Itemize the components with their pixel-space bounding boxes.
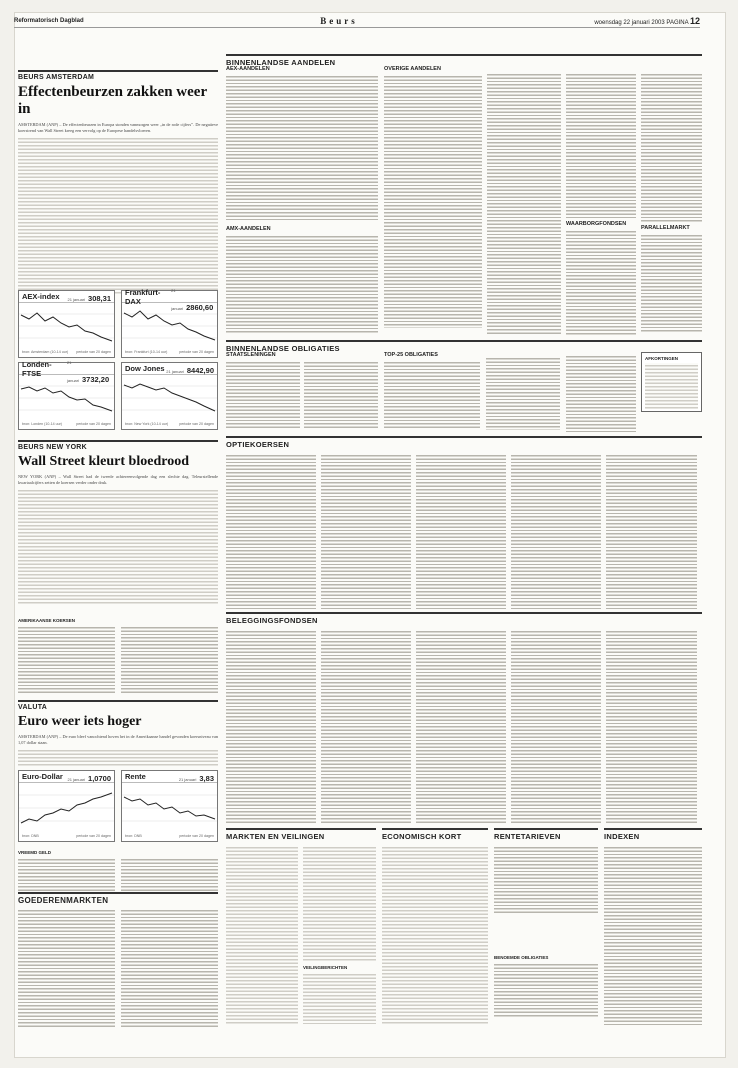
chart-period: periode van 20 dagen	[179, 350, 214, 354]
subsection-title: BENOEMDE OBLIGATIES	[494, 955, 549, 960]
table-title: WAARBORGFONDSEN	[566, 221, 627, 227]
chart-period: periode van 20 dagen	[76, 422, 111, 426]
aex-shares-rows	[226, 74, 378, 222]
overige-aandelen-table	[384, 66, 482, 328]
funds-rows-3	[416, 629, 506, 823]
quotes-table-right	[121, 625, 218, 695]
options-rows-2	[321, 453, 411, 609]
chart-date: 21 januari	[178, 776, 197, 782]
chart-date: 21 januari	[66, 359, 79, 383]
article-valuta	[18, 700, 218, 766]
section-heading: BINNENLANDSE OBLIGATIES	[226, 340, 702, 353]
chart-value: 1,0700	[88, 773, 111, 783]
amx-shares-rows	[226, 234, 378, 334]
box-title: AFKORTINGEN	[645, 356, 678, 361]
article-newyork	[18, 440, 218, 604]
bonds-side	[566, 352, 636, 432]
goederenmarkten	[18, 892, 218, 1028]
article-body-text	[18, 748, 218, 766]
chart-title: Rente	[125, 772, 146, 781]
economisch-kort	[382, 828, 488, 1025]
bonds-rows	[486, 356, 560, 430]
article-body-text	[18, 488, 218, 604]
section-heading: BELEGGINGSFONDSEN	[226, 612, 702, 625]
funds-rows-4	[511, 629, 601, 823]
section-heading: ECONOMISCH KORT	[382, 828, 488, 841]
page-label: PAGINA	[666, 19, 689, 26]
market-text-2	[303, 845, 376, 961]
table-title: AMERIKAANSE KOERSEN	[18, 618, 76, 623]
other-shares-rows-4	[641, 72, 702, 222]
staatsleningen-cont	[304, 352, 378, 430]
table-title: STAATSLENINGEN	[226, 352, 276, 358]
named-bonds-rows	[494, 962, 598, 1018]
chart-source: bron: DNB	[125, 834, 142, 838]
chart-value: 308,31	[88, 293, 111, 303]
rentetarieven	[494, 828, 598, 1018]
section-heading: GOEDERENMARKTEN	[18, 892, 218, 905]
article-amsterdam	[18, 70, 218, 294]
optiekoersen	[226, 436, 702, 609]
table-title: VREEMD GELD	[18, 850, 52, 855]
american-quotes	[18, 618, 218, 695]
table-title: OVERIGE AANDELEN	[384, 66, 441, 72]
table-title: AEX-AANDELEN	[226, 66, 270, 72]
article-lead: AMSTERDAM (ANP) – De euro bleef vanochtend hoven het in de Amerikaanse handel gevonden koersniveau van 1,07 dollar staan.	[18, 734, 218, 745]
options-rows-4	[511, 453, 601, 609]
options-rows-5	[606, 453, 697, 609]
chart-date: 21 januari	[67, 296, 86, 302]
chart-date: 21 januari	[166, 368, 184, 374]
other-shares-rows-3	[566, 72, 636, 218]
page-number: 12	[689, 15, 700, 26]
funds-rows-1	[226, 629, 316, 823]
chart-source: bron: New York (10-14 uur)	[125, 422, 169, 426]
table-title: TOP-25 OBLIGATIES	[384, 352, 438, 358]
chart-period: periode van 20 dagen	[76, 834, 111, 838]
masthead	[14, 14, 700, 28]
market-text-1	[226, 845, 298, 1025]
staatsleningen-table	[226, 352, 300, 430]
chart-title: Londen-FTSE	[22, 359, 52, 378]
state-loans-rows-2	[304, 360, 378, 430]
section-heading: BEURS NEW YORK	[18, 440, 218, 451]
parallelmarkt-table	[641, 66, 702, 333]
other-shares-rows-2	[487, 72, 561, 334]
parallel-market-rows	[641, 233, 702, 333]
chart-date: 21 januari	[67, 776, 86, 782]
section-heading: MARKTEN EN VEILINGEN	[226, 828, 376, 841]
chart-source: bron: Londen (10-14 uur)	[22, 422, 62, 426]
aex-aandelen-table	[226, 66, 378, 334]
auction-text	[303, 972, 376, 1024]
ftse-chart	[18, 359, 115, 430]
bonds-cont	[486, 352, 560, 430]
chart-title: Euro-Dollar	[22, 772, 63, 781]
chart-title: AEX-index	[22, 292, 60, 301]
headline: Effectenbeurzen zakken weer in	[18, 84, 207, 117]
indexen	[604, 828, 702, 1025]
dow-line	[122, 375, 217, 421]
chart-value: 8442,90	[186, 365, 214, 375]
chart-value: 3,83	[199, 773, 214, 783]
section-heading: VALUTA	[18, 700, 218, 711]
eurodollar-chart	[18, 770, 115, 842]
afkortingen-box	[641, 352, 702, 412]
rente-line	[122, 783, 217, 833]
funds-rows-2	[321, 629, 411, 823]
currency-table-right	[121, 857, 218, 891]
chart-value: 3732,20	[82, 374, 110, 384]
section-heading: BINNENLANDSE AANDELEN	[226, 54, 702, 67]
section-heading: RENTETARIEVEN	[494, 828, 598, 841]
options-rows-3	[416, 453, 506, 609]
chart-source: bron: Frankfurt (10-14 uur)	[125, 350, 168, 354]
article-body-text	[18, 136, 218, 294]
options-rows-1	[226, 453, 316, 609]
eurodollar-line	[19, 783, 114, 833]
economy-text	[382, 845, 488, 1025]
table-title: PARALLELMARKT	[641, 225, 690, 231]
headline: Wall Street kleurt bloedrood	[18, 454, 189, 469]
rente-chart	[121, 770, 218, 842]
aex-line	[19, 303, 114, 349]
chart-value: 2860,60	[186, 302, 214, 312]
rates-rows	[494, 845, 598, 915]
index-rows	[604, 845, 702, 1025]
top25-table	[384, 352, 480, 430]
dax-chart	[121, 287, 218, 358]
chart-title: Frankfurt-DAX	[125, 287, 161, 306]
chart-period: periode van 20 dagen	[179, 422, 214, 426]
table-title: AMX-AANDELEN	[226, 226, 271, 232]
issue-date: woensdag 22 januari 2003	[594, 19, 665, 26]
guarantee-fund-rows	[566, 229, 636, 335]
vreemd-geld	[18, 850, 218, 891]
section-heading: INDEXEN	[604, 828, 702, 841]
aex-chart	[18, 290, 115, 358]
article-lead: AMSTERDAM (ANP) – De effectenbeurzen in Europa stonden vanmorgen weer „in de rode cijfers”. De negatieve koerstrend van Wall Street kreeg een vervolg op de Europese handelsvloeren.	[18, 122, 218, 133]
beleggingsfondsen	[226, 612, 702, 823]
other-shares-rows-1	[384, 74, 482, 328]
section-title: Beurs	[320, 15, 358, 26]
top25-rows	[384, 360, 480, 430]
chart-source: bron: Amsterdam (10-14 uur)	[22, 350, 69, 354]
publication-name: Reformatorisch Dagblad	[14, 17, 84, 24]
waarborgfondsen-table	[566, 66, 636, 335]
abbreviations-text	[645, 363, 698, 409]
dow-chart	[121, 362, 218, 430]
section-heading: BEURS AMSTERDAM	[18, 70, 218, 81]
article-lead: NEW YORK (ANP) – Wall Street had de tweede achtereenvolgende dag een slechte dag. Teleurstellende kwartaalcijfers zetten de koersen verder onder druk.	[18, 474, 218, 485]
commodities-table-left	[18, 908, 115, 1028]
chart-source: bron: DNB	[22, 834, 39, 838]
commodities-table-right	[121, 908, 218, 1028]
chart-title: Dow Jones	[125, 364, 165, 373]
funds-rows-5	[606, 629, 697, 823]
markten-en-veilingen	[226, 828, 376, 1025]
chart-date: 21 januari	[171, 287, 184, 311]
chart-period: periode van 20 dagen	[179, 834, 214, 838]
section-heading: OPTIEKOERSEN	[226, 436, 702, 449]
chart-period: periode van 20 dagen	[76, 350, 111, 354]
headline: Euro weer iets hoger	[18, 714, 142, 729]
subsection-title: VEILINGBERICHTEN	[303, 965, 348, 970]
quotes-table-left	[18, 625, 115, 695]
state-loans-rows	[226, 360, 300, 430]
overige-aandelen-cont	[487, 66, 561, 334]
currency-table-left	[18, 857, 115, 891]
bonds-side-rows	[566, 354, 636, 432]
date-block	[594, 16, 700, 26]
